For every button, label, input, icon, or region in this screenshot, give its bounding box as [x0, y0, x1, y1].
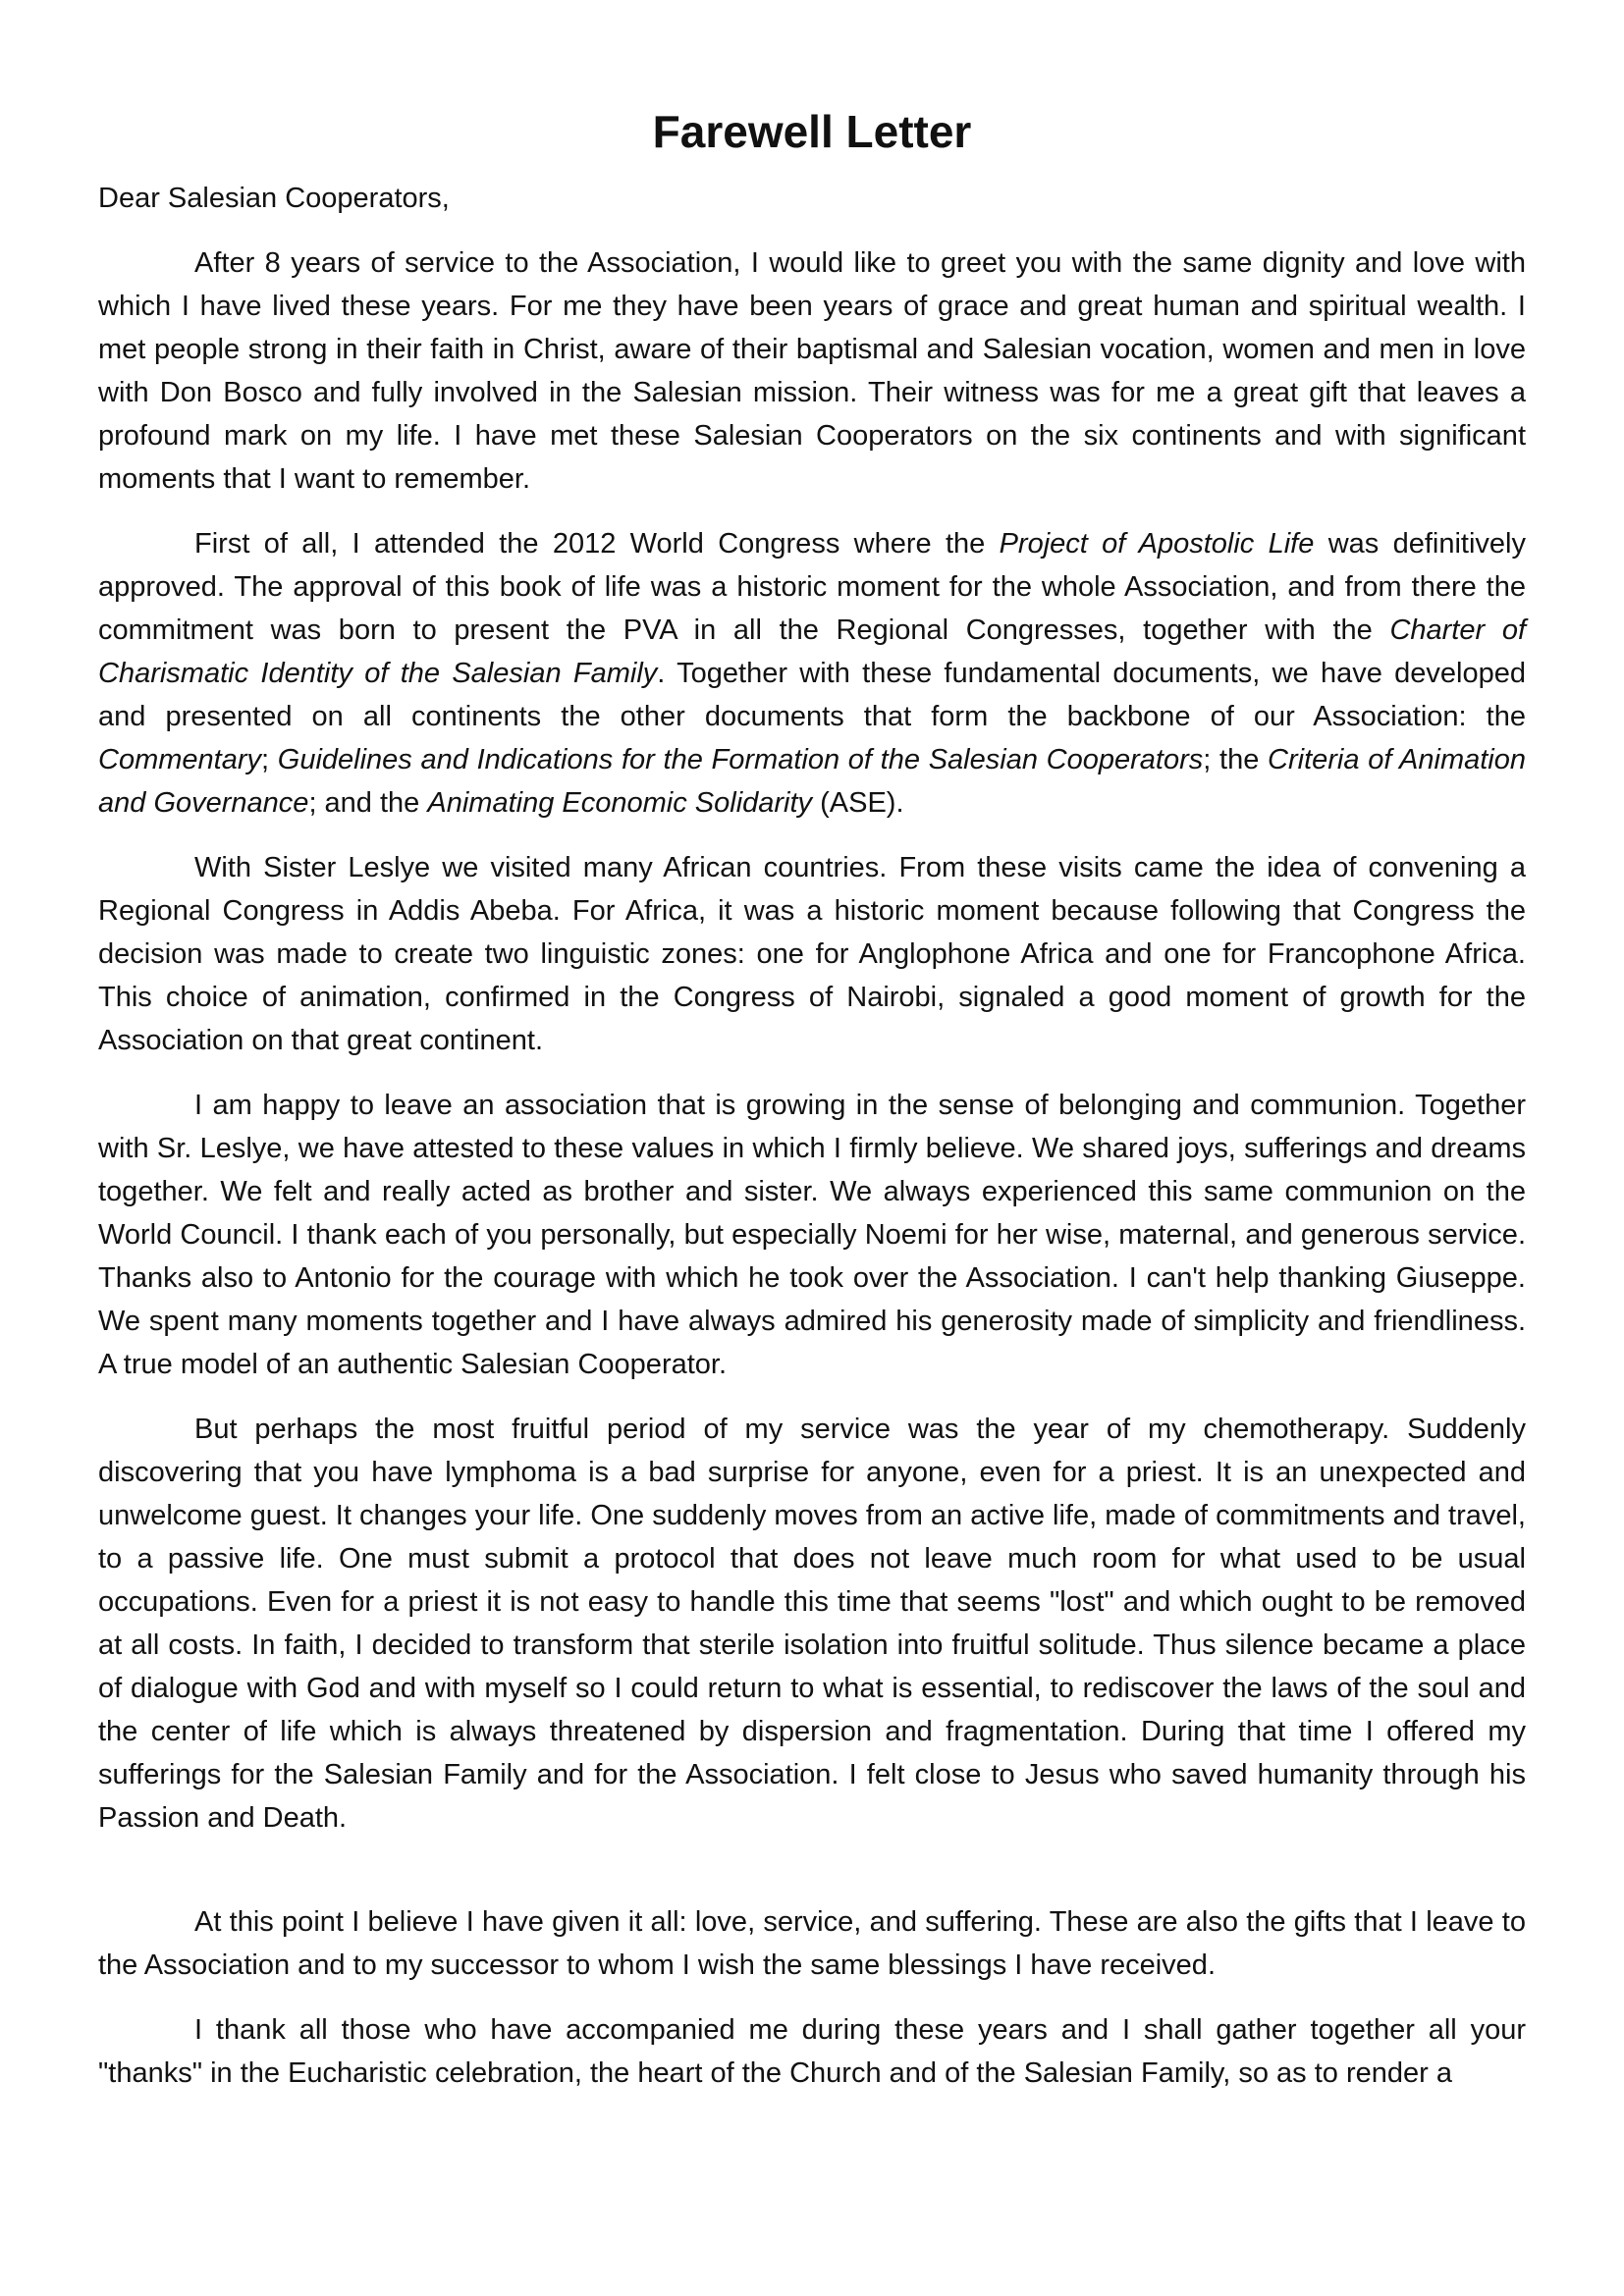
doc-title-criteria: Criteria of Animation and Governance: [98, 744, 1526, 819]
page-title: Farewell Letter: [652, 106, 972, 157]
doc-title-commentary: Commentary: [98, 744, 261, 775]
doc-title-economic-solidarity: Animating Economic Solidarity: [427, 787, 813, 819]
doc-title-project-apostolic-life: Project of Apostolic Life: [999, 528, 1315, 560]
paragraph-2-text-m: (ASE).: [812, 787, 904, 819]
paragraph-2: [98, 522, 1526, 825]
paragraph-2-text-g: ;: [261, 744, 278, 775]
paragraph-1: After 8 years of service to the Association, I would like to greet you with the same dignity and love with which I have lived these years. For me they have been years of grace and great human and spiritual wealth. I met people strong in their faith in Christ, aware of their baptismal and Salesian vocation, women and men in love with Don Bosco and fully involved in the Salesian mission. Their witness was for me a great gift that leaves a profound mark on my life. I have met these Salesian Cooperators on the six continents and with significant moments that I want to remember.: [98, 247, 1526, 495]
paragraph-5: But perhaps the most fruitful period of my service was the year of my chemotherapy. Suddenly discovering that you have lymphoma is a bad surprise for anyone, even for a priest. It is an unexpected and unwelcome guest. It changes your life. One suddenly moves from an active life, made of commitments and travel, to a passive life. One must submit a protocol that does not leave much room for what used to be usual occupations. Even for a priest it is not easy to handle this time that seems "lost" and which ought to be removed at all costs. In faith, I decided to transform that sterile isolation into fruitful solitude. Thus silence became a place of dialogue with God and with myself so I could return to what is essential, to rediscover the laws of the soul and the center of life which is always threatened by dispersion and fragmentation. During that time I offered my sufferings for the Salesian Family and for the Association. I felt close to Jesus who saved humanity through his Passion and Death.: [98, 1414, 1526, 1834]
paragraph-2-text-e: . Together with these fundamental documents, we have developed and presented on all continents the other documents that form the backbone of our Association: the: [98, 658, 1527, 732]
paragraph-2-text-k: ; and the: [308, 787, 428, 819]
doc-title-charter: Charter of Charismatic Identity of the Salesian Family: [98, 614, 1527, 689]
letter-page: [98, 98, 1526, 2116]
paragraph-6: At this point I believe I have given it all: love, service, and suffering. These are also the gifts that I leave to the Association and to my successor to whom I wish the same blessings I have received.: [98, 1906, 1526, 1981]
paragraph-3: With Sister Leslye we visited many African countries. From these visits came the idea of convening a Regional Congress in Addis Abeba. For Africa, it was a historic moment because following that Congress the decision was made to create two linguistic zones: one for Anglophone Africa and one for Francophone Africa. This choice of animation, confirmed in the Congress of Nairobi, signaled a good moment of growth for the Association on that great continent.: [98, 852, 1526, 1056]
paragraph-2-text-c: was definitively approved. The approval of this book of life was a historic moment for the whole Association, and from there the commitment was born to present the PVA in all the Regional Congresses, together with the: [98, 528, 1526, 646]
paragraph-2-text-i: ; the: [1203, 744, 1269, 775]
paragraph-4: I am happy to leave an association that is growing in the sense of belonging and communion. Together with Sr. Leslye, we have attested to these values in which I firmly believe. We shared joys, sufferings and dreams together. We felt and really acted as brother and sister. We always experienced this same communion on the World Council. I thank each of you personally, but especially Noemi for her wise, maternal, and generous service. Thanks also to Antonio for the courage with which he took over the Association. I can't help thanking Giuseppe. We spent many moments together and I have always admired his generosity made of simplicity and friendliness. A true model of an authentic Salesian Cooperator.: [98, 1090, 1526, 1380]
doc-title-guidelines: Guidelines and Indications for the Formation of the Salesian Cooperators: [277, 744, 1204, 775]
salutation: Dear Salesian Cooperators,: [98, 183, 450, 214]
paragraph-7: I thank all those who have accompanied me during these years and I shall gather together all your "thanks" in the Eucharistic celebration, the heart of the Church and of the Salesian Family, so as to render a: [98, 2014, 1526, 2089]
paragraph-2-text-a: First of all, I attended the 2012 World Congress where the: [194, 528, 1000, 560]
